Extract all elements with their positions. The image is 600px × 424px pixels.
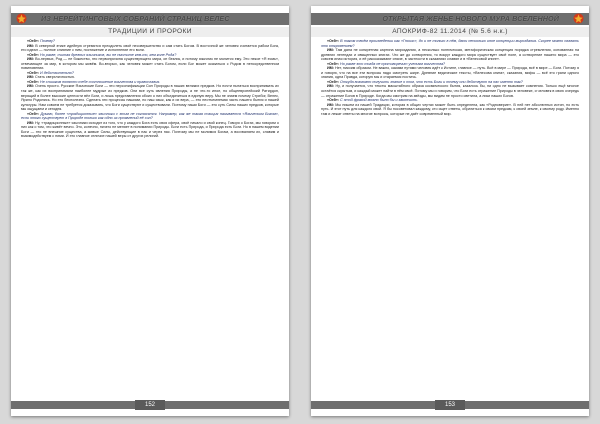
interview-answer <box>321 103 579 117</box>
paragraph-text: Ну, и получается, что тексты масштабного образа космического бытия, казалось бы, ни одно не вызывает сомнения. Только ещё многое остаётся скрытым, и каждый может найти в нём своё. Потому мы и говорим, что Боги есть отражение Природы в человеке, и человек в свою очередь — отражение Богов в Природе. Когда мы смотрим на звёзды, мы видим не просто светила, а лики наших Богов. <box>321 84 579 98</box>
speaker-label: «Огй»: <box>327 61 340 66</box>
speaker-label: «Огй»: <box>27 111 40 116</box>
paragraph-text: В таком твоём произведении как «Гнозис», до и не только в нём, даны несколько иное концепции мироздания. Скорее можно назвать это откровением? <box>321 39 579 48</box>
paragraph-text: С этой фразой можно было бы и закончить. <box>339 98 419 103</box>
magazine-logo-icon <box>573 13 584 24</box>
speaker-label: ИМ: <box>327 84 334 89</box>
magazine-logo-icon <box>16 13 27 24</box>
interview-answer <box>21 57 279 71</box>
paragraph-text: Но разве, считая древних язычников, вы не смотите кем-то, кем коле Рода? <box>39 52 177 57</box>
paragraph-text: Стать сверхличностью. <box>33 75 76 80</box>
interview-answer <box>321 48 579 62</box>
running-header <box>311 13 589 25</box>
speaker-label: «Огй»: <box>27 79 40 84</box>
paragraph-text: Откуда возможно получить знание о том, что есть Боги и почему они действуют на нас именно так? <box>339 79 523 84</box>
speaker-label: «Огй»: <box>27 52 40 57</box>
paragraph-text: Там дана не конкретная картина мироздания, а несколько поэтическая, метафорическая концепция порядка стремления, основанная на древних легендах и священных книгах. Что же до сотворения, то вокруг каждого мира существует своё поле, а сотворение нашего мира — это совсем иная история, и её рассказывают иначе, в частности в сказаниях славян и в «Велесовой книге». <box>321 48 579 62</box>
paragraph-text: Но разве это тогда не противоречит учениям язычества? <box>339 61 446 66</box>
left-page <box>11 6 289 416</box>
header-title: ИЗ НЕРЕЙТИНГОВЫХ СОБРАНИЙ СТРАНИЦ ВЕЛЕС <box>41 14 230 23</box>
speaker-label: ИМ: <box>27 75 34 80</box>
speaker-label: ИМ: <box>327 102 334 107</box>
interview-answer <box>21 44 279 53</box>
paragraph-text: Не слишком понятно тебе соотношение язычества и православия. <box>39 79 161 84</box>
paragraph-text: Во-первых, Род — не божество, это первопричина существующего мира, он безлик, и потому язычник не молится ему. Это некое «Я есмь», отвечающее за мир, в котором мы живём. Во-вторых, как человек может стать Богом, если Бог может оказаться с Родом в непосредственном повиновении. <box>21 57 279 71</box>
interview-question <box>21 112 279 121</box>
section-title: ТРАДИЦИИ И ПРОРОКИ <box>11 27 289 37</box>
interview-answer <box>21 121 279 139</box>
speaker-label: ИМ: <box>27 57 34 62</box>
article-body <box>321 39 579 394</box>
page-number: 152 <box>135 400 165 410</box>
section-title: АПОКРИФ-82 11.2014 (№ 5.6 н.к.) <box>311 27 589 37</box>
paragraph-text: В северной этике идейную стремятся преодолеть своё несовершенство и сам стать Богом. В восточной же человек считается рабом Бога, его идеал — полное слияние с ним, постижение и исполнение его воли. <box>21 43 279 53</box>
speaker-label: «Огй»: <box>327 98 340 103</box>
paragraph-text: Мы пишем из нашей Традиции, которая в общих чертах может быть определена, как «Родноверие». В ней нет абсолютных истин, но есть путь. И этот путь для каждого свой. Я бы посоветовал каждому, кто ищет ответы, обратиться к своим предкам, к своей земле, к своему роду. Именно там и лежат ответы на многие вопросы, которые не даёт современный мир. <box>321 102 579 116</box>
right-page <box>311 6 589 416</box>
interview-answer <box>21 84 279 111</box>
speaker-label: «Огй»: <box>327 79 340 84</box>
article-body <box>21 39 279 394</box>
paragraph-text: Ну, «традиционные» язычники исходят из того, что у каждого Бога есть своя сфера, своё начало и свой конец. Говоря о Богах, мы говорим о них как о том, что живёт вечно. Это, конечно, ничего не меняет в понимании Природы. Боги есть Природа, и Природа есть Боги. Но в нашем видении Боги — это не внешние существа, а живые Силы, действующие в нас и через нас. Поэтому мы не молимся Богам, а восхваляем их, славим и взаимодействуем с ними. И это главное отличие нашей веры от других религий. <box>21 120 279 139</box>
header-title: ОТКРЫТАЯ ЖЕНЬЕ НОВОГО МУРА ВСЕЛЕННОЙ <box>382 14 559 23</box>
paragraph-text: Нет, никоим образом. Не важно, какими путями человек идёт к Истине, главное — путь. Всё в мире — Природа, всё в мире — Боги. Потому я и говорю, что на все эти вопросы надо смотреть шире. Древние ведические тексты, «Велесова книга», сказания, мифы — всё это грани одного знания, одна Правда, которую мы и стараемся постичь. <box>321 66 579 80</box>
speaker-label: ИМ: <box>27 43 34 48</box>
paragraph-text: Думаю, более «традиционные» язычники с этим не согласятся. Например, как же такая позиция называется «Языческим Богом», если этого существует в Природе только как одно из проявлений её сил? <box>21 111 279 121</box>
running-header <box>11 13 289 25</box>
paragraph-text: Почему? <box>39 39 55 43</box>
paragraph-text: Очень просто. Русские Языческие Боги — это персонификации Сил Природы в наших великих предков. Но почти пытаться воспринимать их так же, как их воспринимали наиболее мудрые из предков. Они все суть явления Природы, а не что-то иное, но общеевропейский Ратирдон, верящий в более высокие ценности вёл Боги, и лишь представления обоих о них объединиться в единую веру. Мы не знаем почему Стрибог, Велес, Ярило Родились. Но это бесполезно. Сделать эти процессы нашими, но наш язык, как и их вера, — это неотъемлемая часть нашего бытия и нашей культуры. Нам совсем не требуется доказывать, что Боги существуют и существовали. Поэтому наши Боги — это суть Силы наших предков, которые мы ощущаем и сегодня. <box>21 84 279 112</box>
speaker-label: ИМ: <box>27 84 34 89</box>
speaker-label: «Огй»: <box>327 39 340 43</box>
speaker-label: ИМ: <box>27 120 34 125</box>
interview-answer <box>321 84 579 98</box>
speaker-label: ИМ: <box>327 48 334 53</box>
speaker-label: «Огй»: <box>27 39 40 43</box>
speaker-label: ИМ: <box>327 66 334 71</box>
page-number: 153 <box>435 400 465 410</box>
interview-question <box>321 39 579 48</box>
interview-answer <box>321 66 579 80</box>
paragraph-text: И действительно? <box>39 70 74 75</box>
speaker-label: «Огй»: <box>27 70 40 75</box>
